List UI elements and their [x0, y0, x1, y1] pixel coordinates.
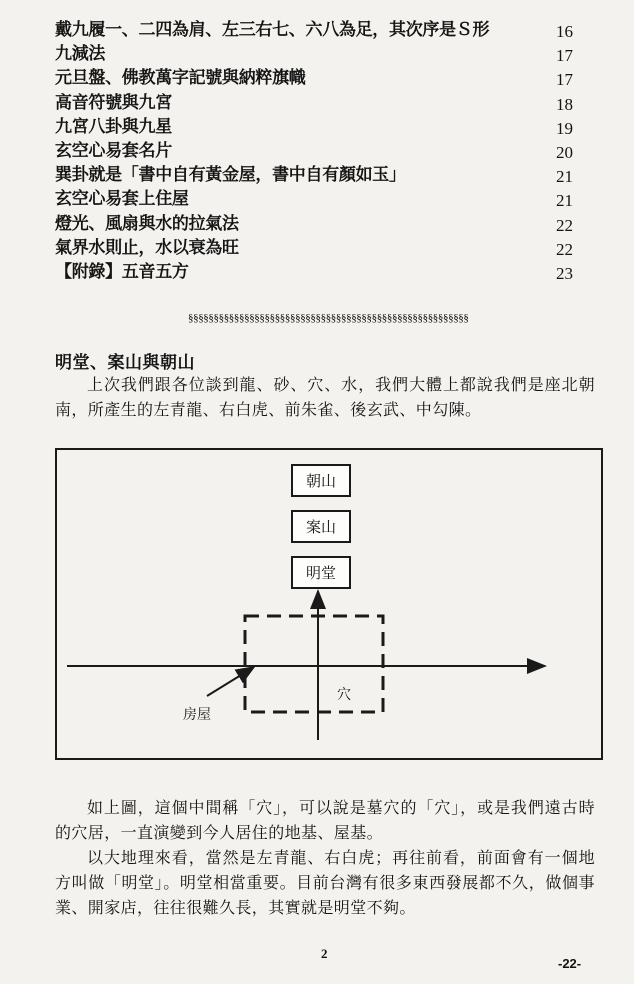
toc-entry-page: 20 — [556, 142, 573, 162]
house-dashed-outline — [245, 616, 383, 712]
toc-entry — [55, 139, 573, 163]
diagram-figure — [55, 448, 603, 760]
toc-entry — [55, 187, 573, 211]
table-of-contents — [55, 18, 573, 284]
label-cave: 穴 — [337, 687, 351, 703]
box-anshan: 案山 — [291, 510, 351, 543]
toc-entry-title: 燈光、風扇與水的拉氣法 — [55, 213, 239, 234]
toc-entry-page: 21 — [556, 191, 573, 211]
toc-entry-title: 九宮八卦與九星 — [55, 116, 172, 137]
toc-entry-page: 17 — [556, 70, 573, 90]
toc-entry — [55, 18, 573, 42]
book-page-number: -22- — [558, 956, 582, 971]
box-mingtang: 明堂 — [291, 556, 351, 589]
toc-entry-title: 戴九履一、二四為肩、左三右七、六八為足，其次序是Ｓ形 — [55, 20, 490, 40]
section-title: 明堂、案山與朝山 — [55, 353, 195, 373]
box-chaoshan: 朝山 — [291, 464, 351, 497]
toc-entry — [55, 260, 573, 284]
toc-entry-page: 17 — [556, 46, 573, 66]
toc-entry-page: 21 — [556, 167, 573, 187]
toc-entry-page: 16 — [556, 22, 573, 41]
paragraph: 上次我們跟各位談到龍、砂、穴、水，我們大體上都說我們是座北朝南，所產生的左青龍、右白虎、前朱雀、後玄武、中勾陳。 — [55, 375, 595, 419]
toc-entry-title: 【附錄】五音五方 — [55, 261, 189, 282]
toc-entry — [55, 212, 573, 236]
section-divider: §§§§§§§§§§§§§§§§§§§§§§§§§§§§§§§§§§§§§§§§§§§§§§§§§§§§§§§ — [188, 312, 469, 324]
toc-entry-title: 九減法 — [55, 44, 106, 65]
toc-entry-page: 19 — [556, 118, 573, 138]
toc-entry — [55, 91, 573, 115]
label-house: 房屋 — [183, 707, 211, 723]
toc-entry-title: 氣界水則止，水以衰為旺 — [55, 237, 239, 258]
toc-entry — [55, 163, 573, 187]
toc-entry-page: 23 — [556, 263, 573, 283]
toc-entry — [55, 115, 573, 139]
toc-entry — [55, 236, 573, 260]
toc-entry-page: 22 — [556, 239, 573, 259]
toc-entry-title: 元旦盤、佛教萬字記號與納粹旗幟 — [55, 68, 306, 89]
toc-entry-title: 玄空心易套上住屋 — [55, 189, 189, 210]
toc-entry — [55, 42, 573, 66]
toc-entry-page: 18 — [556, 94, 573, 114]
paragraph: 如上圖，這個中間稱「穴」，可以說是墓穴的「穴」，或是我們遠古時的穴居，一直演變到今人居住的地基、屋基。 — [55, 798, 595, 842]
toc-entry-page: 22 — [556, 215, 573, 235]
house-pointer-arrow — [207, 667, 254, 696]
paragraph: 以大地理來看，當然是左青龍、右白虎；再往前看，前面會有一個地方叫做「明堂」。明堂相當重要。目前台灣有很多東西發展都不久，做個事業、開家店，往往很難久長，其實就是明堂不夠。 — [55, 848, 595, 917]
page-number: 2 — [321, 946, 328, 961]
toc-entry-title: 玄空心易套名片 — [55, 140, 172, 161]
toc-entry-title: 巽卦就是「書中自有黃金屋，書中自有顏如玉」 — [55, 165, 406, 186]
toc-entry-title: 高音符號與九宮 — [55, 92, 172, 113]
toc-entry — [55, 66, 573, 90]
